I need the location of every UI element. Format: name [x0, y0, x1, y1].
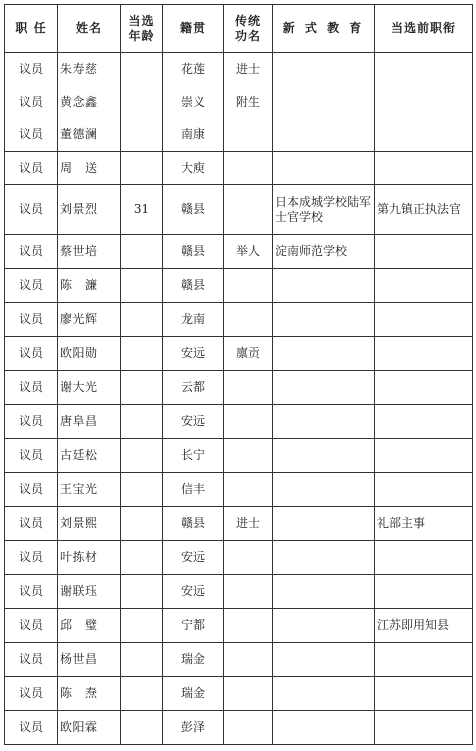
cell-age: [121, 86, 163, 119]
cell-new-education: [273, 575, 375, 609]
cell-position: 议员: [5, 507, 58, 541]
cell-native-place: 云都: [163, 371, 224, 405]
table-row: [5, 303, 473, 337]
header-prior-title: 当选前职衔: [375, 5, 473, 53]
cell-new-education: [273, 152, 375, 185]
cell-name: 王宝光: [58, 473, 121, 507]
cell-name: 董德澜: [58, 119, 121, 152]
cell-name: 杨世昌: [58, 643, 121, 677]
cell-new-education: [273, 677, 375, 711]
cell-new-education: 淀南师范学校: [273, 235, 375, 269]
cell-new-education: [273, 269, 375, 303]
header-position: 职 任: [5, 5, 58, 53]
cell-position: 议员: [5, 53, 58, 86]
cell-position: 议员: [5, 575, 58, 609]
cell-new-education: [273, 119, 375, 152]
table-row: [5, 405, 473, 439]
cell-new-education: [273, 643, 375, 677]
cell-position: 议员: [5, 371, 58, 405]
cell-native-place: 长宁: [163, 439, 224, 473]
cell-traditional-degree: [224, 643, 273, 677]
cell-new-education: [273, 303, 375, 337]
roster-body: [5, 53, 473, 745]
cell-traditional-degree: 进士: [224, 53, 273, 86]
cell-new-education: [273, 405, 375, 439]
cell-name: 朱寿慈: [58, 53, 121, 86]
cell-traditional-degree: [224, 473, 273, 507]
cell-native-place: 安远: [163, 575, 224, 609]
cell-traditional-degree: [224, 541, 273, 575]
cell-native-place: 瑞金: [163, 677, 224, 711]
councillor-roster-table: [4, 4, 473, 745]
cell-native-place: 瑞金: [163, 643, 224, 677]
cell-new-education: [273, 541, 375, 575]
header-age-text: 当选 年龄: [128, 13, 155, 43]
cell-native-place: 赣县: [163, 235, 224, 269]
cell-age: [121, 371, 163, 405]
cell-traditional-degree: [224, 677, 273, 711]
cell-prior-title: [375, 677, 473, 711]
cell-prior-title: 礼部主事: [375, 507, 473, 541]
cell-name: 欧阳勋: [58, 337, 121, 371]
table-row: [5, 53, 473, 86]
cell-native-place: 崇义: [163, 86, 224, 119]
cell-age: [121, 405, 163, 439]
cell-name: 刘景熙: [58, 507, 121, 541]
cell-traditional-degree: [224, 711, 273, 745]
cell-new-education: [273, 86, 375, 119]
cell-name: 邱 璧: [58, 609, 121, 643]
cell-age: [121, 541, 163, 575]
table-row: [5, 235, 473, 269]
cell-position: 议员: [5, 643, 58, 677]
cell-traditional-degree: [224, 439, 273, 473]
table-row: [5, 185, 473, 235]
cell-name: 刘景烈: [58, 185, 121, 235]
header-degree-text: 传统 功名: [234, 13, 261, 43]
header-row: [5, 5, 473, 53]
table-row: [5, 643, 473, 677]
cell-age: [121, 303, 163, 337]
table-row: [5, 541, 473, 575]
table-row: [5, 152, 473, 185]
cell-name: 欧阳霖: [58, 711, 121, 745]
cell-native-place: 安远: [163, 337, 224, 371]
cell-name: 古廷松: [58, 439, 121, 473]
cell-prior-title: [375, 371, 473, 405]
cell-position: 议员: [5, 86, 58, 119]
cell-prior-title: [375, 53, 473, 86]
cell-position: 议员: [5, 677, 58, 711]
cell-traditional-degree: 廪贡: [224, 337, 273, 371]
cell-prior-title: [375, 303, 473, 337]
cell-position: 议员: [5, 337, 58, 371]
table-row: [5, 119, 473, 152]
table-row: [5, 371, 473, 405]
table-row: [5, 711, 473, 745]
cell-name: 廖光辉: [58, 303, 121, 337]
cell-traditional-degree: 进士: [224, 507, 273, 541]
cell-age: [121, 507, 163, 541]
cell-prior-title: [375, 473, 473, 507]
cell-native-place: 信丰: [163, 473, 224, 507]
cell-traditional-degree: 附生: [224, 86, 273, 119]
cell-prior-title: [375, 337, 473, 371]
cell-new-education: [273, 507, 375, 541]
cell-prior-title: [375, 575, 473, 609]
cell-name: 叶拣材: [58, 541, 121, 575]
cell-native-place: 赣县: [163, 269, 224, 303]
cell-position: 议员: [5, 152, 58, 185]
header-native-place: 籍贯: [163, 5, 224, 53]
cell-traditional-degree: [224, 609, 273, 643]
cell-position: 议员: [5, 711, 58, 745]
cell-position: 议员: [5, 439, 58, 473]
cell-new-education: [273, 473, 375, 507]
cell-position: 议员: [5, 541, 58, 575]
cell-age: [121, 152, 163, 185]
cell-prior-title: 江苏即用知县: [375, 609, 473, 643]
cell-position: 议员: [5, 269, 58, 303]
cell-age: [121, 269, 163, 303]
cell-position: 议员: [5, 185, 58, 235]
cell-traditional-degree: [224, 303, 273, 337]
cell-age: [121, 337, 163, 371]
header-new-education: 新 式 教 育: [273, 5, 375, 53]
cell-age: [121, 439, 163, 473]
table-row: [5, 337, 473, 371]
cell-traditional-degree: [224, 119, 273, 152]
cell-prior-title: [375, 405, 473, 439]
cell-new-education: [273, 53, 375, 86]
table-row: [5, 269, 473, 303]
cell-name: 谢大光: [58, 371, 121, 405]
cell-age: [121, 575, 163, 609]
cell-new-education: [273, 609, 375, 643]
cell-age: [121, 609, 163, 643]
cell-age: 31: [121, 185, 163, 235]
cell-position: 议员: [5, 609, 58, 643]
cell-prior-title: 第九镇正执法官: [375, 185, 473, 235]
cell-position: 议员: [5, 303, 58, 337]
cell-native-place: 宁都: [163, 609, 224, 643]
cell-native-place: 南康: [163, 119, 224, 152]
cell-prior-title: [375, 439, 473, 473]
cell-prior-title: [375, 269, 473, 303]
table-row: [5, 575, 473, 609]
cell-age: [121, 119, 163, 152]
cell-name: 谢联珏: [58, 575, 121, 609]
cell-new-education: [273, 439, 375, 473]
cell-traditional-degree: [224, 405, 273, 439]
cell-position: 议员: [5, 235, 58, 269]
cell-native-place: 安远: [163, 541, 224, 575]
cell-prior-title: [375, 235, 473, 269]
cell-traditional-degree: [224, 269, 273, 303]
table-row: [5, 86, 473, 119]
cell-native-place: 赣县: [163, 185, 224, 235]
cell-new-education: 日本成城学校陆军士官学校: [273, 185, 375, 235]
cell-prior-title: [375, 541, 473, 575]
cell-name: 陈 焘: [58, 677, 121, 711]
cell-age: [121, 711, 163, 745]
cell-age: [121, 53, 163, 86]
cell-prior-title: [375, 711, 473, 745]
table-row: [5, 609, 473, 643]
cell-traditional-degree: 举人: [224, 235, 273, 269]
header-age: [121, 5, 163, 53]
cell-name: 黄念鑫: [58, 86, 121, 119]
cell-native-place: 彭泽: [163, 711, 224, 745]
cell-new-education: [273, 371, 375, 405]
cell-age: [121, 235, 163, 269]
header-traditional-degree: [224, 5, 273, 53]
cell-native-place: 花莲: [163, 53, 224, 86]
header-name: 姓名: [58, 5, 121, 53]
cell-new-education: [273, 711, 375, 745]
cell-prior-title: [375, 119, 473, 152]
cell-traditional-degree: [224, 371, 273, 405]
cell-name: 陈 濂: [58, 269, 121, 303]
table-row: [5, 507, 473, 541]
cell-name: 周 送: [58, 152, 121, 185]
cell-name: 蔡世培: [58, 235, 121, 269]
cell-traditional-degree: [224, 575, 273, 609]
cell-position: 议员: [5, 473, 58, 507]
cell-native-place: 赣县: [163, 507, 224, 541]
table-row: [5, 439, 473, 473]
cell-native-place: 龙南: [163, 303, 224, 337]
cell-new-education: [273, 337, 375, 371]
cell-native-place: 大庾: [163, 152, 224, 185]
cell-age: [121, 677, 163, 711]
cell-age: [121, 473, 163, 507]
cell-position: 议员: [5, 119, 58, 152]
cell-name: 唐阜昌: [58, 405, 121, 439]
cell-prior-title: [375, 643, 473, 677]
cell-prior-title: [375, 86, 473, 119]
cell-traditional-degree: [224, 152, 273, 185]
table-row: [5, 677, 473, 711]
cell-prior-title: [375, 152, 473, 185]
cell-traditional-degree: [224, 185, 273, 235]
cell-age: [121, 643, 163, 677]
cell-native-place: 安远: [163, 405, 224, 439]
table-row: [5, 473, 473, 507]
cell-position: 议员: [5, 405, 58, 439]
